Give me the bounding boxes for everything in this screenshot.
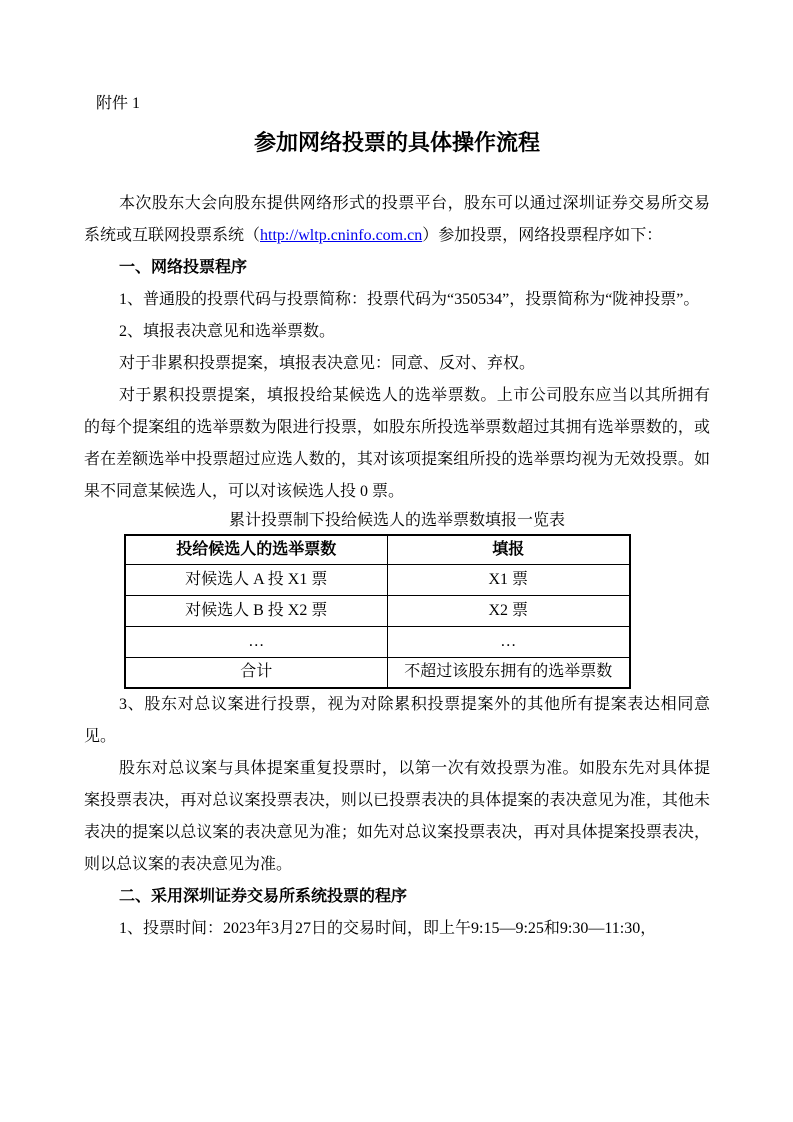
- table-cell-candidate-a: 对候选人 A 投 X1 票: [125, 564, 387, 595]
- table-cell-candidate-b-fill: X2 票: [387, 595, 630, 626]
- table-cell-ellipsis: …: [125, 626, 387, 657]
- repeat-voting-paragraph: 股东对总议案与具体提案重复投票时，以第一次有效投票为准。如股东先对具体提案投票表决，再对总议案投票表决，则以已投票表决的具体提案的表决意见为准，其他未表决的提案以总议案的表决意见为准；如先对总议案投票表决，再对具体提案投票表决，则以总议案的表决意见为准。: [84, 760, 710, 873]
- intro-text-after-link: ）参加投票，网络投票程序如下：: [422, 227, 663, 244]
- table-row: [125, 626, 630, 657]
- document-title: 参加网络投票的具体操作流程: [253, 130, 540, 155]
- non-cumulative-paragraph: 对于非累积投票提案，填报表决意见：同意、反对、弃权。: [119, 355, 536, 372]
- table-header-votes: 投给候选人的选举票数: [125, 535, 387, 564]
- table-cell-candidate-b: 对候选人 B 投 X2 票: [125, 595, 387, 626]
- general-proposal-item: 3、股东对总议案进行投票，视为对除累积投票提案外的其他所有提案表达相同意见。: [84, 696, 710, 745]
- table-cell-ellipsis-fill: …: [387, 626, 630, 657]
- voting-platform-link[interactable]: http://wltp.cninfo.com.cn: [260, 227, 423, 244]
- section-two-heading: 二、采用深圳证券交易所系统投票的程序: [119, 888, 408, 905]
- table-cell-total: 合计: [125, 657, 387, 688]
- section-one-heading: 一、网络投票程序: [119, 259, 248, 276]
- table-header-row: [125, 535, 630, 564]
- intro-text-before-link: 本次股东大会向股东提供网络形式的投票平台，股东可以通过深圳证券交易所交易系统或互联网投票系统（: [84, 195, 710, 244]
- cumulative-paragraph: 对于累积投票提案，填报投给某候选人的选举票数。上市公司股东应当以其所拥有的每个提案组的选举票数为限进行投票，如股东所投选举票数超过其拥有选举票数的，或者在差额选举中投票超过应选人数的，其对该项提案组所投的选举票均视为无效投票。如果不同意某候选人，可以对该候选人投 0 票。: [84, 387, 710, 500]
- attachment-label: 附件 1: [96, 95, 141, 112]
- voting-table: [124, 534, 631, 689]
- fill-in-opinion-item: 2、填报表决意见和选举票数。: [119, 323, 336, 340]
- voting-time-item: 1、投票时间：2023年3月27日的交易时间，即上午9:15—9:25和9:30—11:30，: [119, 920, 657, 937]
- table-caption: 累计投票制下投给候选人的选举票数填报一览表: [228, 512, 565, 529]
- vote-code-item: 1、普通股的投票代码与投票简称：投票代码为“350534”，投票简称为“陇神投票”。: [119, 291, 700, 308]
- intro-paragraph: [84, 188, 710, 252]
- table-cell-total-fill: 不超过该股东拥有的选举票数: [387, 657, 630, 688]
- table-row: [125, 657, 630, 688]
- table-row: [125, 564, 630, 595]
- table-header-fill: 填报: [387, 535, 630, 564]
- table-row: [125, 595, 630, 626]
- table-cell-candidate-a-fill: X1 票: [387, 564, 630, 595]
